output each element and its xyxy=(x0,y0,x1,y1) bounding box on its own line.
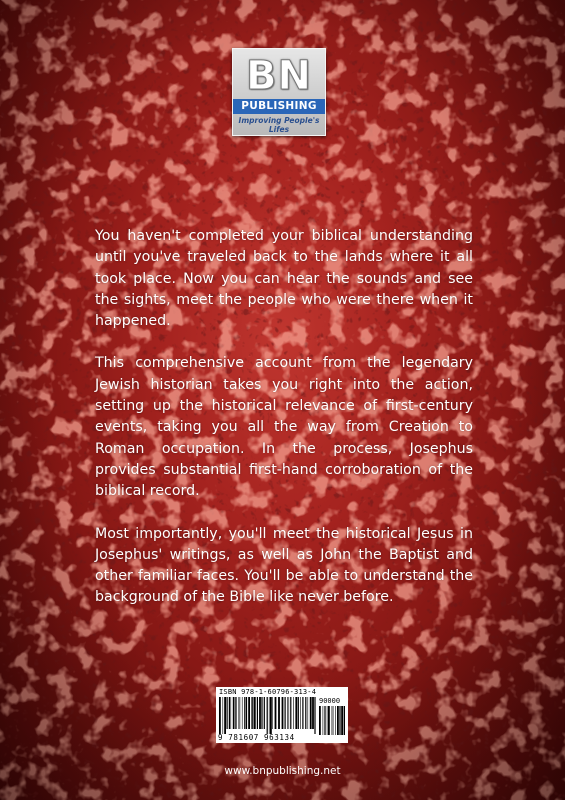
barcode-bar xyxy=(319,706,321,735)
barcode-bar xyxy=(323,706,324,735)
barcode-bar xyxy=(293,697,294,729)
barcode-bar xyxy=(300,697,301,729)
barcode-bar xyxy=(302,697,303,729)
barcode-bar xyxy=(335,706,336,735)
barcode-bar xyxy=(267,697,268,734)
barcode xyxy=(216,687,348,743)
barcode-bar xyxy=(236,697,237,729)
barcode-bar xyxy=(275,697,277,729)
barcode-bar xyxy=(278,697,280,729)
ean-digits: 9 781607 963134 xyxy=(218,733,295,742)
barcode-bar xyxy=(308,697,309,729)
barcode-bar xyxy=(270,697,272,734)
barcode-bar xyxy=(261,697,262,729)
price-code: 90000 xyxy=(319,697,341,705)
logo-letters: BN xyxy=(246,53,312,99)
addon-bars xyxy=(319,706,345,735)
barcode-bar xyxy=(248,697,250,729)
blurb-paragraph-3: Most importantly, you'll meet the historical Jesus in Josephus' writings, as well as John the Baptist and other familiar faces. You'll be able to understand the background of the Bible like never before. xyxy=(95,525,473,606)
barcode-bar xyxy=(242,697,243,729)
blurb xyxy=(95,226,473,630)
barcode-bar xyxy=(252,697,253,729)
publisher-logo xyxy=(232,48,326,136)
ean-bars xyxy=(219,697,317,734)
barcode-bar xyxy=(314,697,315,734)
barcode-bar xyxy=(298,697,299,729)
barcode-bar xyxy=(259,697,261,729)
barcode-bar xyxy=(290,697,291,729)
barcode-bar xyxy=(310,697,312,729)
barcode-bar xyxy=(240,697,241,729)
barcode-bar xyxy=(324,706,325,735)
barcode-bar xyxy=(233,697,234,729)
barcode-bar xyxy=(269,697,270,734)
barcode-bar xyxy=(224,697,226,734)
website-url: www.bnpublishing.net xyxy=(224,765,341,777)
barcode-bar xyxy=(244,697,245,729)
barcode-bar xyxy=(341,706,343,735)
barcode-bar xyxy=(289,697,290,729)
barcode-bar xyxy=(337,706,339,735)
barcode-bar xyxy=(272,697,273,729)
barcode-bar xyxy=(282,697,284,729)
barcode-bar xyxy=(257,697,258,729)
barcode-bar xyxy=(339,706,340,735)
barcode-bar xyxy=(285,697,286,729)
barcode-bar xyxy=(305,697,306,729)
barcode-bar xyxy=(333,706,334,735)
barcode-bar xyxy=(295,697,297,729)
barcode-bar xyxy=(239,697,240,729)
barcode-bar xyxy=(344,706,345,735)
barcode-bar xyxy=(246,697,247,729)
barcode-bar xyxy=(327,706,328,735)
barcode-bar xyxy=(264,697,265,729)
logo-band: PUBLISHING xyxy=(233,99,325,114)
barcode-bar xyxy=(235,697,236,729)
barcode-bar xyxy=(287,697,288,729)
barcode-bar xyxy=(251,697,252,729)
barcode-bar xyxy=(312,697,314,729)
barcode-bar xyxy=(229,697,230,729)
blurb-paragraph-2: This comprehensive account from the legendary Jewish historian takes you right into the action, setting up the historical relevance of first-century events, taking you all the way from Creation to Roman occupation. In the process, Josephus provides substantial first-hand corroboration of the biblical record. xyxy=(95,355,473,500)
barcode-bar xyxy=(219,697,221,734)
barcode-bar xyxy=(231,697,232,729)
barcode-bar xyxy=(227,697,228,729)
barcode-bar xyxy=(328,706,330,735)
barcode-bar xyxy=(332,706,333,735)
barcode-bar xyxy=(223,697,224,734)
barcode-bar xyxy=(254,697,256,729)
isbn-label: ISBN 978-1-60796-313-4 xyxy=(219,688,317,696)
blurb-paragraph-1: You haven't completed your biblical understanding until you've traveled back to the lands where it all took place. Now you can hear the sounds and see the sights, meet the people who were there when it happened. xyxy=(95,228,473,330)
logo-tagline: Improving People's Lifes xyxy=(238,116,320,134)
